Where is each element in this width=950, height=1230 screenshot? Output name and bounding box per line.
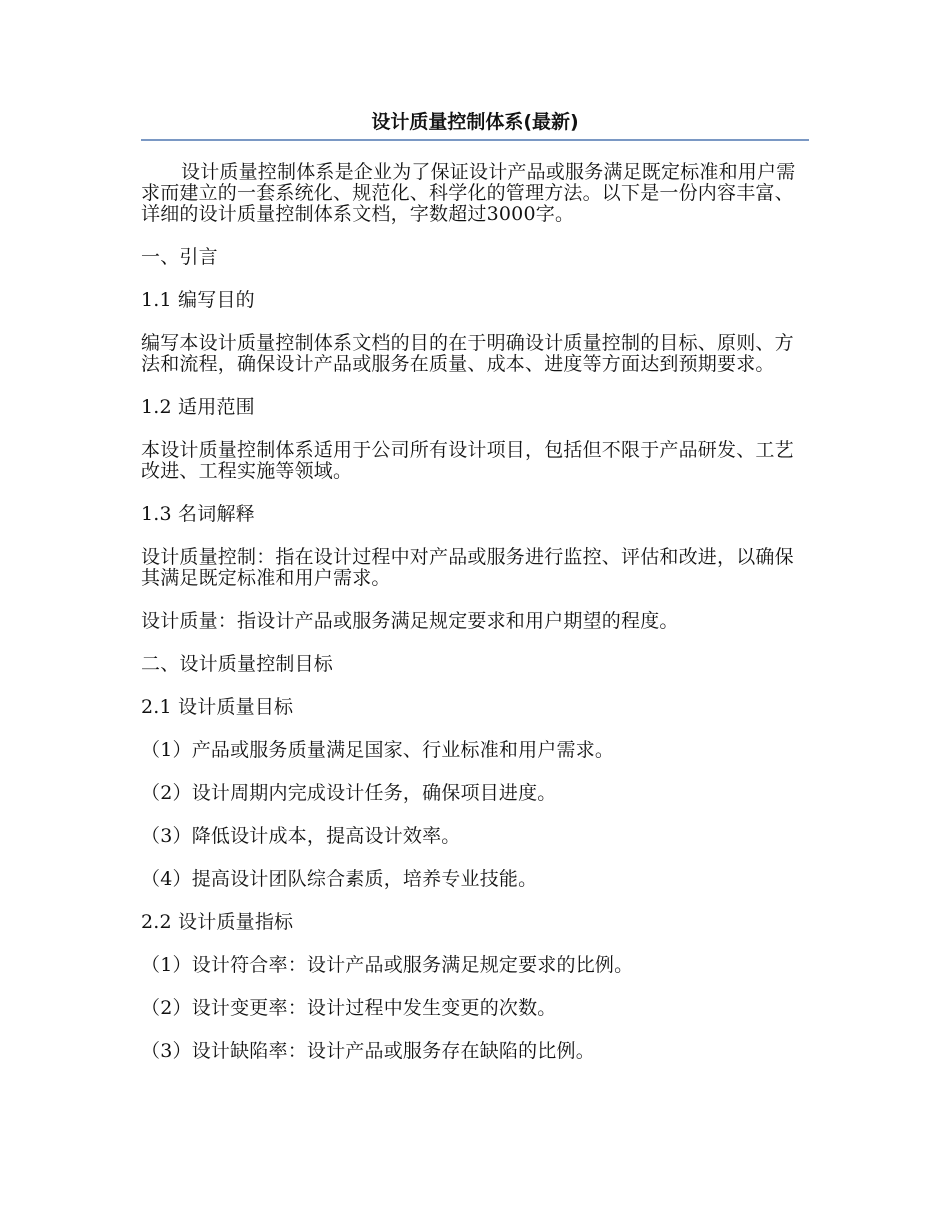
subsection-heading-2-1: 2.1 设计质量目标	[141, 696, 294, 718]
subsection-heading-1-3: 1.3 名词解释	[141, 503, 255, 525]
subsection-heading-2-2: 2.2 设计质量指标	[141, 911, 294, 933]
list-item: （3）设计缺陷率：设计产品或服务存在缺陷的比例。	[141, 1040, 595, 1062]
subsection-heading-1-2: 1.2 适用范围	[141, 396, 255, 418]
subsection-heading-1-1: 1.1 编写目的	[141, 289, 255, 311]
list-item: （2）设计变更率：设计过程中发生变更的次数。	[141, 997, 557, 1019]
document-body	[141, 108, 809, 1062]
section-heading-2: 二、设计质量控制目标	[141, 653, 334, 675]
paragraph-definition-1: 设计质量控制：指在设计过程中对产品或服务进行监控、评估和改进，以确保其满足既定标准和用户需求。	[141, 546, 794, 589]
list-item: （1）设计符合率：设计产品或服务满足规定要求的比例。	[141, 954, 634, 976]
paragraph-purpose: 编写本设计质量控制体系文档的目的在于明确设计质量控制的目标、原则、方法和流程，确保设计产品或服务在质量、成本、进度等方面达到预期要求。	[141, 332, 794, 375]
paragraph-definition-2: 设计质量：指设计产品或服务满足规定要求和用户期望的程度。	[141, 610, 679, 632]
list-item: （2）设计周期内完成设计任务，确保项目进度。	[141, 782, 557, 804]
intro-paragraph: 设计质量控制体系是企业为了保证设计产品或服务满足既定标准和用户需求而建立的一套系统化、规范化、科学化的管理方法。以下是一份内容丰富、详细的设计质量控制体系文档，字数超过3000字。	[141, 161, 796, 225]
list-item: （1）产品或服务质量满足国家、行业标准和用户需求。	[141, 739, 615, 761]
section-heading-1: 一、引言	[141, 246, 218, 268]
document-title: 设计质量控制体系(最新)	[141, 108, 809, 141]
list-item: （4）提高设计团队综合素质，培养专业技能。	[141, 868, 538, 890]
list-item: （3）降低设计成本，提高设计效率。	[141, 825, 461, 847]
paragraph-scope: 本设计质量控制体系适用于公司所有设计项目，包括但不限于产品研发、工艺改进、工程实施等领域。	[141, 439, 794, 482]
